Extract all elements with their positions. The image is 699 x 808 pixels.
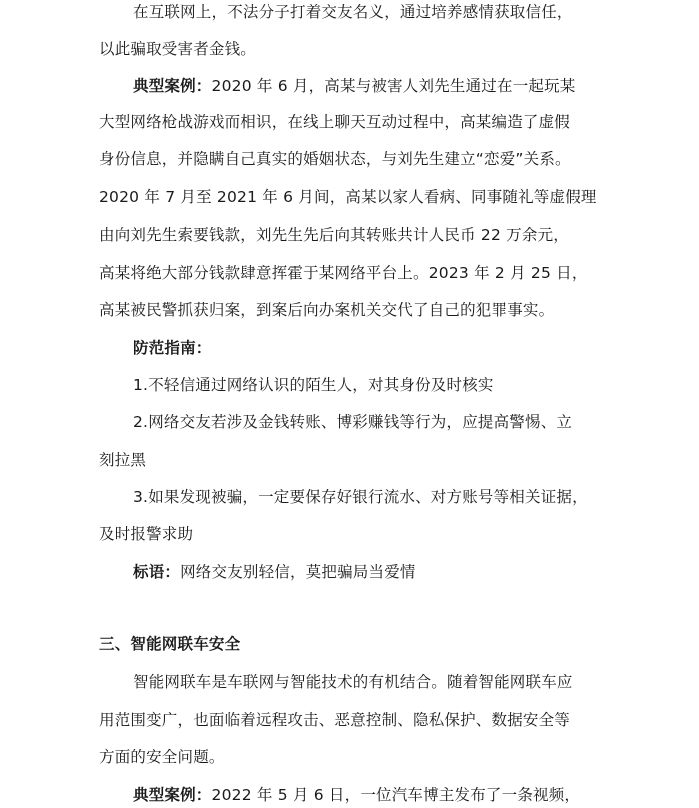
paragraph-line: 身份信息，并隐瞒自己真实的婚姻状态，与刘先生建立“恋爱”关系。 [99,150,571,168]
case-label: 典型案例： [133,77,212,95]
paragraph-line: 用范围变广，也面临着远程攻击、恶意控制、隐私保护、数据安全等 [99,711,571,729]
case-line [133,785,580,805]
paragraph-line: 在互联网上，不法分子打着交友名义，通过培养感情获取信任， [133,3,573,21]
guide-item-continuation: 及时报警求助 [99,525,194,543]
paragraph-line: 智能网联车是车联网与智能技术的有机结合。随着智能网联车应 [133,673,573,691]
paragraph-line: 由向刘先生索要钱款，刘先生先后向其转账共计人民币 22 万余元， [99,226,569,244]
guide-item-continuation: 刻拉黑 [99,451,147,469]
slogan-line [133,562,416,582]
case-text: 2022 年 5 月 6 日，一位汽车博主发布了一条视频， [211,786,581,804]
paragraph-line: 方面的安全问题。 [99,748,225,766]
paragraph-line: 2020 年 7 月至 2021 年 6 月间，高某以家人看病、同事随礼等虚假理 [99,188,597,206]
slogan-text: 网络交友别轻信，莫把骗局当爱情 [180,563,416,581]
guide-item: 1.不轻信通过网络认识的陌生人，对其身份及时核实 [133,376,494,394]
paragraph-line: 以此骗取受害者金钱。 [99,40,257,58]
paragraph-line: 高某被民警抓获归案，到案后向办案机关交代了自己的犯罪事实。 [99,301,555,319]
case-line [133,76,576,96]
guide-label: 防范指南： [133,339,212,357]
slogan-label: 标语： [133,563,181,581]
case-label: 典型案例： [133,786,212,804]
section-heading: 三、智能网联车安全 [99,635,241,653]
paragraph-line: 高某将绝大部分钱款肆意挥霍于某网络平台上。2023 年 2 月 25 日， [99,264,588,282]
paragraph-line: 大型网络枪战游戏而相识，在线上聊天互动过程中，高某编造了虚假 [99,113,571,131]
case-text: 2020 年 6 月，高某与被害人刘先生通过在一起玩某 [211,77,576,95]
guide-item: 3.如果发现被骗，一定要保存好银行流水、对方账号等相关证据， [133,488,588,506]
guide-item: 2.网络交友若涉及金钱转账、博彩赚钱等行为，应提高警惕、立 [133,413,573,431]
